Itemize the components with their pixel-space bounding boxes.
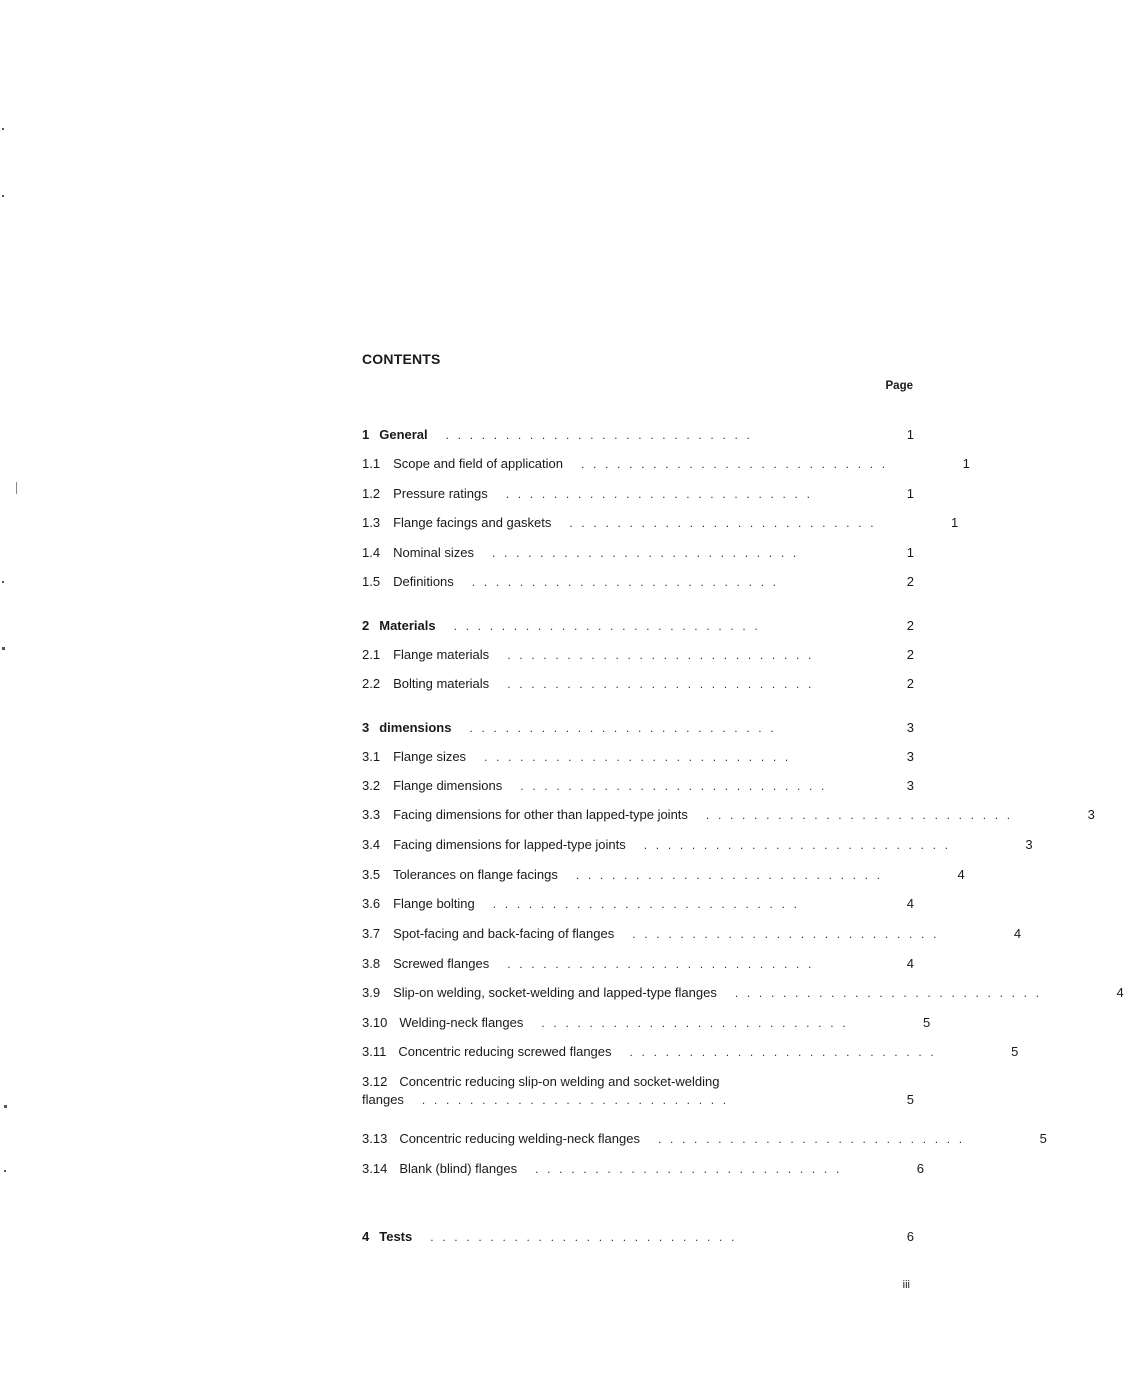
- toc-number: 1.3: [362, 515, 381, 530]
- toc-title: Tolerances on flange facings: [393, 867, 558, 882]
- dot-leader: ..........................: [734, 986, 1048, 1000]
- scan-mark: [2, 647, 5, 650]
- toc-page: 4: [1013, 926, 1022, 941]
- toc-number: 2: [362, 618, 370, 633]
- toc-number: 4: [362, 1229, 370, 1244]
- toc-number: 3.5: [362, 867, 381, 882]
- toc-page: 4: [906, 956, 914, 971]
- toc-entry-3-7[interactable]: [362, 925, 1022, 943]
- toc-number: 2.2: [362, 676, 381, 691]
- dot-leader: ..........................: [421, 1093, 735, 1107]
- dot-leader: ..........................: [535, 1162, 848, 1176]
- toc-entry-3-6[interactable]: [362, 895, 914, 913]
- toc-number: 1.1: [362, 456, 381, 471]
- toc-number: 3.12: [362, 1074, 388, 1089]
- toc-entry-3-4[interactable]: [362, 836, 1033, 854]
- dot-leader: ..........................: [507, 957, 821, 971]
- dot-leader: ..........................: [492, 546, 805, 560]
- page-column-label: Page: [885, 380, 913, 392]
- toc-title: Facing dimensions for other than lapped-type joints: [393, 807, 688, 822]
- scan-mark: [4, 1170, 6, 1172]
- toc-entry-3[interactable]: [362, 719, 914, 737]
- toc-page: 2: [906, 676, 914, 691]
- toc-number: 1: [362, 427, 370, 442]
- toc-number: 3.6: [362, 896, 381, 911]
- scan-mark: [16, 482, 17, 494]
- toc-title: Scope and field of application: [393, 456, 563, 471]
- toc-page: 1: [951, 515, 959, 530]
- scan-mark: [2, 128, 4, 130]
- toc-number: 3.7: [362, 926, 381, 941]
- toc-entry-4[interactable]: [362, 1228, 914, 1246]
- toc-page: 2: [906, 618, 914, 633]
- toc-entry-3-2[interactable]: [362, 777, 914, 795]
- toc-page: 3: [1087, 807, 1095, 822]
- scan-mark: [2, 581, 4, 583]
- toc-entry-3-8[interactable]: [362, 955, 914, 973]
- dot-leader: ..........................: [575, 868, 889, 882]
- toc-page: 5: [1039, 1131, 1047, 1146]
- toc-title: Facing dimensions for lapped-type joints: [393, 837, 626, 852]
- toc-title: Flange sizes: [393, 749, 467, 764]
- toc-number: 3: [362, 720, 370, 735]
- toc-page: 6: [916, 1161, 924, 1176]
- toc-number: 2.1: [362, 647, 381, 662]
- toc-entry-3-9[interactable]: [362, 984, 1124, 1002]
- toc-page: 1: [906, 427, 914, 442]
- toc-entry-2-2[interactable]: [362, 675, 914, 693]
- toc-entry-1[interactable]: [362, 426, 914, 444]
- toc-number: 3.11: [362, 1044, 387, 1059]
- toc-page: 5: [906, 1092, 914, 1107]
- toc-number: 1.5: [362, 574, 381, 589]
- toc-title: Flange bolting: [393, 896, 475, 911]
- dot-leader: ..........................: [657, 1132, 971, 1146]
- toc-page: 1: [962, 456, 970, 471]
- toc-entry-1-2[interactable]: [362, 485, 914, 503]
- toc-page: 6: [906, 1229, 914, 1244]
- toc-number: 3.8: [362, 956, 381, 971]
- toc-page: 3: [906, 778, 914, 793]
- toc-title: Welding-neck flanges: [399, 1015, 524, 1030]
- toc-title: Nominal sizes: [393, 545, 474, 560]
- toc-page: 3: [906, 720, 914, 735]
- dot-leader: ..........................: [430, 1230, 744, 1244]
- toc-title: Concentric reducing slip-on welding and socket-welding: [399, 1074, 720, 1089]
- toc-title: Spot-facing and back-facing of flanges: [393, 926, 615, 941]
- toc-title: Screwed flanges: [393, 956, 490, 971]
- dot-leader: ..........................: [507, 677, 821, 691]
- toc-page: 2: [906, 647, 914, 662]
- toc-number: 3.3: [362, 807, 381, 822]
- toc-entry-3-5[interactable]: [362, 866, 965, 884]
- scan-mark: [4, 1105, 7, 1108]
- toc-number: 1.4: [362, 545, 381, 560]
- toc-entry-3-11[interactable]: [362, 1043, 1019, 1061]
- toc-title: Slip-on welding, socket-welding and lapped-type flanges: [393, 985, 717, 1000]
- toc-entry-3-10[interactable]: [362, 1014, 931, 1032]
- toc-title: Concentric reducing screwed flanges: [398, 1044, 612, 1059]
- dot-leader: ..........................: [569, 516, 883, 530]
- dot-leader: ..........................: [643, 838, 957, 852]
- toc-number: 3.9: [362, 985, 381, 1000]
- toc-entry-2[interactable]: [362, 617, 914, 635]
- dot-leader: ..........................: [469, 721, 783, 735]
- toc-title: Materials: [379, 618, 436, 633]
- toc-page: 1: [906, 486, 914, 501]
- toc-entry-3-14[interactable]: [362, 1160, 924, 1178]
- toc-entry-1-1[interactable]: [362, 455, 970, 473]
- toc-number: 3.4: [362, 837, 381, 852]
- dot-leader: ..........................: [520, 779, 834, 793]
- toc-title: dimensions: [379, 720, 452, 735]
- toc-entry-3-1[interactable]: [362, 748, 914, 766]
- dot-leader: ..........................: [541, 1016, 855, 1030]
- dot-leader: ..........................: [484, 750, 797, 764]
- toc-page: 4: [1116, 985, 1124, 1000]
- toc-entry-1-3[interactable]: [362, 514, 959, 532]
- toc-page: 3: [1025, 837, 1033, 852]
- toc-title: General: [379, 427, 428, 442]
- toc-number: 3.2: [362, 778, 381, 793]
- toc-page: 3: [906, 749, 914, 764]
- toc-title: Bolting materials: [393, 676, 490, 691]
- toc-page: 4: [906, 896, 914, 911]
- dot-leader: ..........................: [629, 1045, 943, 1059]
- dot-leader: ..........................: [505, 487, 819, 501]
- toc-title: Flange facings and gaskets: [393, 515, 552, 530]
- toc-page: 5: [1011, 1044, 1019, 1059]
- toc-entry-3-13[interactable]: [362, 1130, 1047, 1148]
- toc-entry-3-3[interactable]: [362, 806, 1095, 824]
- toc-page: 2: [906, 574, 914, 589]
- dot-leader: ..........................: [705, 808, 1019, 822]
- toc-title: Concentric reducing welding-neck flanges: [399, 1131, 640, 1146]
- dot-leader: ..........................: [580, 457, 894, 471]
- footer-page-number: iii: [902, 1279, 910, 1291]
- dot-leader: ..........................: [445, 428, 759, 442]
- toc-entry-1-4[interactable]: [362, 544, 914, 562]
- toc-title-continued: flanges: [362, 1092, 404, 1107]
- toc-title: Blank (blind) flanges: [399, 1161, 518, 1176]
- dot-leader: ..........................: [507, 648, 821, 662]
- toc-page: 1: [906, 545, 914, 560]
- toc-entry-2-1[interactable]: [362, 646, 914, 664]
- page-title: CONTENTS: [362, 351, 441, 367]
- dot-leader: ..........................: [453, 619, 767, 633]
- scan-mark: [2, 195, 4, 197]
- dot-leader: ..........................: [632, 927, 946, 941]
- toc-title: Pressure ratings: [393, 486, 488, 501]
- toc-number: 1.2: [362, 486, 381, 501]
- toc-entry-1-5[interactable]: [362, 573, 914, 591]
- toc-page: 4: [957, 867, 965, 882]
- toc-title: Flange dimensions: [393, 778, 503, 793]
- dot-leader: ..........................: [492, 897, 806, 911]
- toc-title: Definitions: [393, 574, 454, 589]
- toc-number: 3.1: [362, 749, 381, 764]
- toc-number: 3.14: [362, 1161, 388, 1176]
- dot-leader: ..........................: [471, 575, 785, 589]
- toc-entry-3-12[interactable]: [362, 1073, 914, 1109]
- toc-title: Flange materials: [393, 647, 490, 662]
- toc-number: 3.13: [362, 1131, 388, 1146]
- toc-page: 5: [923, 1015, 931, 1030]
- toc-title: Tests: [379, 1229, 413, 1244]
- toc-number: 3.10: [362, 1015, 388, 1030]
